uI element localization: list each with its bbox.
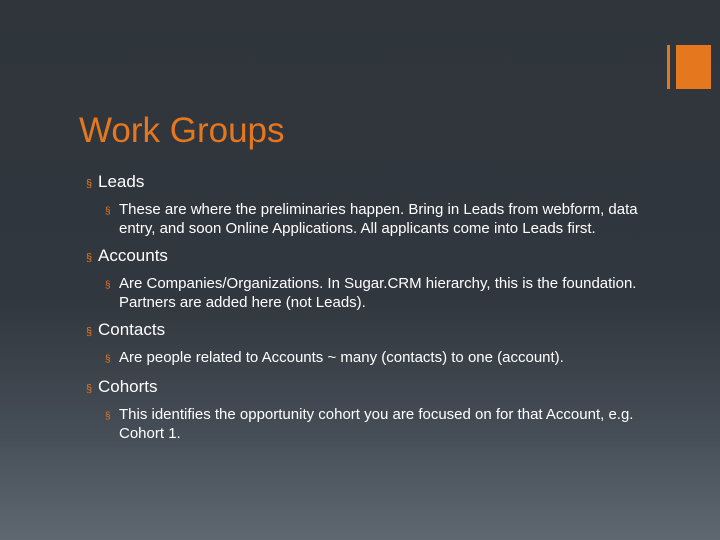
sub-bullet-icon: § <box>105 354 111 365</box>
slide-title: Work Groups <box>79 111 285 150</box>
bullet-icon: § <box>86 252 93 264</box>
sub-bullet-icon: § <box>105 280 111 291</box>
accent-bar-thin <box>667 45 670 89</box>
bullet-label: Cohorts <box>98 377 158 396</box>
sub-bullet-text: Are people related to Accounts ~ many (contacts) to one (account). <box>119 349 564 366</box>
bullet-label: Accounts <box>98 246 168 265</box>
bullet-item-leads <box>86 171 686 238</box>
sub-bullet-text: This identifies the opportunity cohort you are focused on for that Account, e.g. Cohort 1. <box>119 406 634 442</box>
sub-bullet-icon: § <box>105 411 111 422</box>
accent-bar-thick <box>676 45 711 89</box>
sub-bullet-text: Are Companies/Organizations. In Sugar.CRM hierarchy, this is the foundation. Partners are added here (not Leads). <box>119 275 637 311</box>
bullet-label: Leads <box>98 172 145 191</box>
bullet-item-cohorts <box>86 376 686 443</box>
bullet-label: Contacts <box>98 320 166 339</box>
bullet-list <box>86 171 686 443</box>
bullet-item-contacts <box>86 319 686 369</box>
bullet-icon: § <box>86 326 93 338</box>
sub-bullet-icon: § <box>105 206 111 217</box>
bullet-icon: § <box>86 383 93 395</box>
bullet-icon: § <box>86 178 93 190</box>
bullet-item-accounts <box>86 245 686 312</box>
sub-bullet-text: These are where the preliminaries happen. Bring in Leads from webform, data entry, and soon Online Applications. All applicants come into Leads first. <box>119 201 638 237</box>
